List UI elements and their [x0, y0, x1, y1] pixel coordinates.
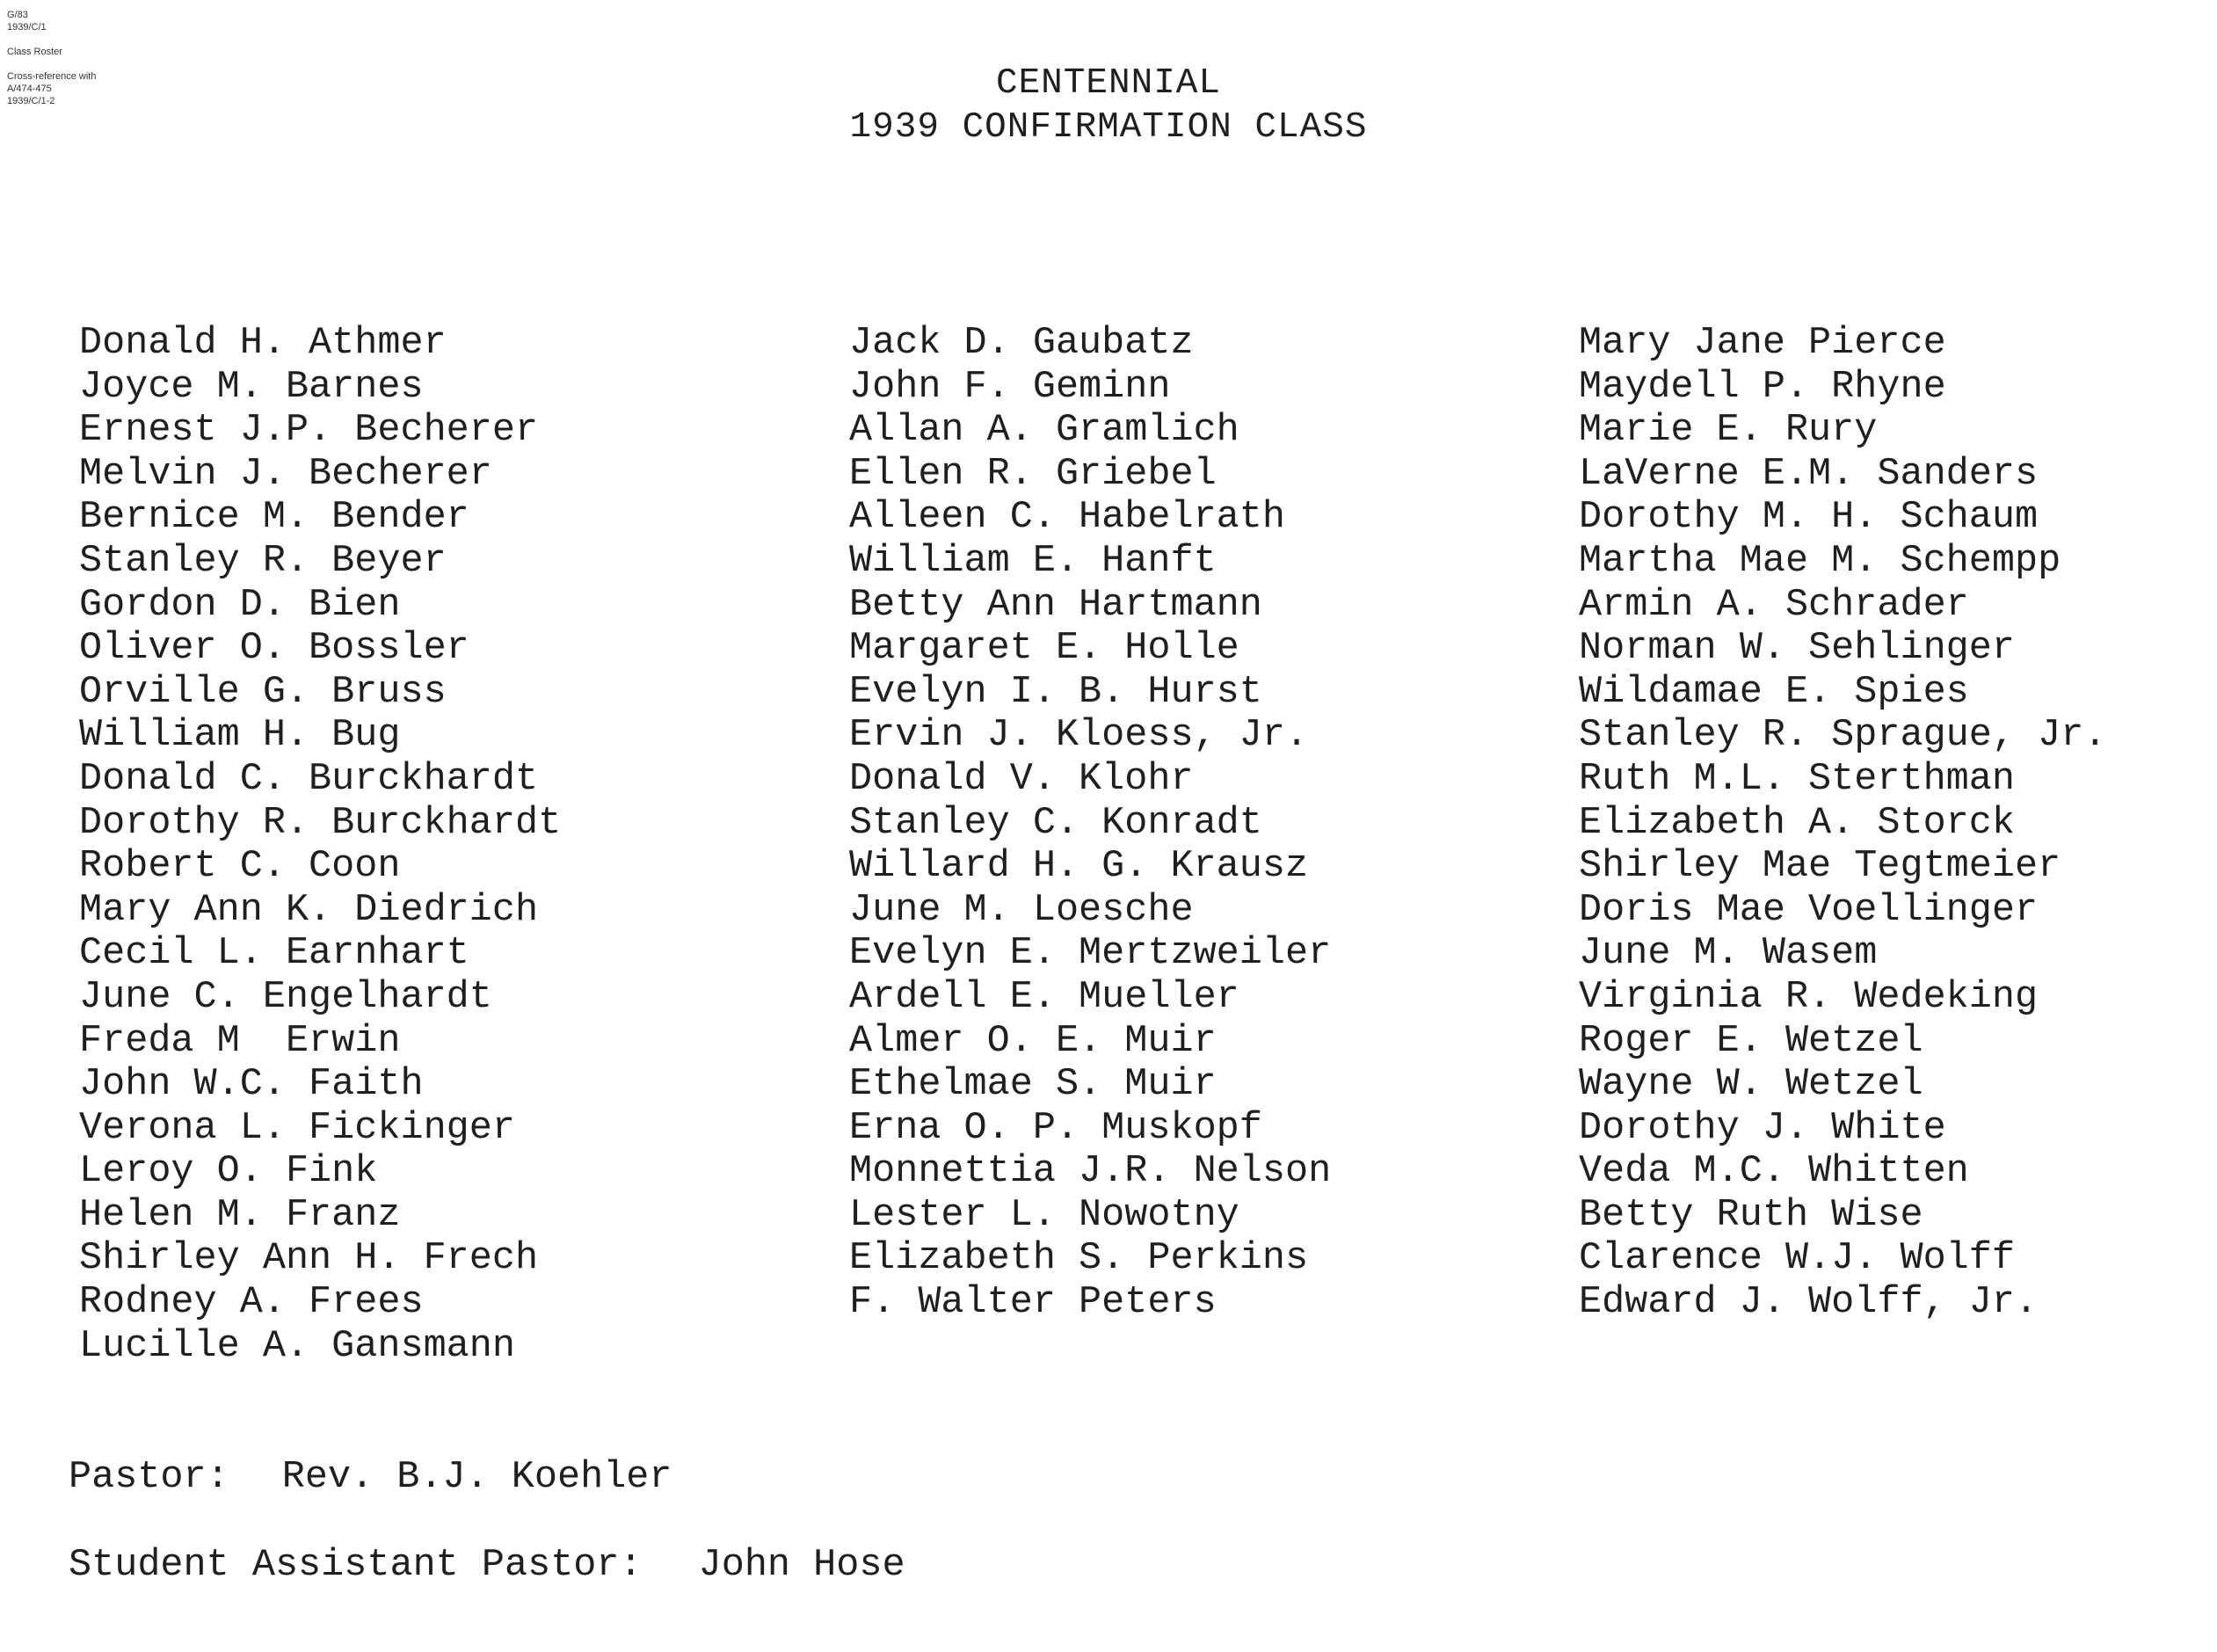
cross-ref-label: Cross-reference with — [7, 71, 97, 82]
roster-name: Elizabeth S. Perkins — [849, 1237, 1309, 1281]
roster-name: William H. Bug — [79, 714, 401, 758]
record-type: Class Roster — [7, 47, 62, 57]
roster-name: Virginia R. Wedeking — [1579, 975, 2039, 1019]
cross-ref-1: A/474-475 — [7, 84, 52, 94]
roster-name: Almer O. E. Muir — [849, 1019, 1217, 1063]
roster-name: Norman W. Sehlinger — [1579, 627, 2015, 671]
roster-name: Bernice M. Bender — [79, 496, 469, 540]
roster-name: Leroy O. Fink — [79, 1150, 378, 1194]
roster-name: Stanley R. Beyer — [79, 539, 447, 583]
roster-name: Stanley R. Sprague, Jr. — [1579, 714, 2107, 758]
roster-name: Evelyn I. B. Hurst — [849, 670, 1262, 714]
roster-name: Dorothy J. White — [1579, 1106, 1946, 1150]
roster-name: Oliver O. Bossler — [79, 627, 469, 671]
assistant-pastor-line — [69, 1544, 905, 1588]
pastor-name: Rev. B.J. Koehler — [281, 1456, 672, 1499]
roster-name: Ellen R. Griebel — [849, 452, 1217, 496]
roster-name: Shirley Mae Tegtmeier — [1579, 845, 2061, 889]
roster-name: Edward J. Wolff, Jr. — [1579, 1281, 2039, 1325]
roster-name: William E. Hanft — [849, 539, 1217, 583]
roster-name: Freda M Erwin — [79, 1019, 401, 1063]
roster-name: Stanley C. Konradt — [849, 801, 1262, 845]
assistant-label: Student Assistant Pastor: — [69, 1544, 643, 1587]
roster-name: Joyce M. Barnes — [79, 365, 424, 409]
roster-name: Erna O. P. Muskopf — [849, 1106, 1262, 1150]
ref-code: G/83 — [7, 10, 28, 20]
roster-name: Martha Mae M. Schempp — [1579, 539, 2061, 583]
roster-column-1 — [79, 322, 561, 1368]
roster-name: Robert C. Coon — [79, 845, 401, 889]
roster-name: Wayne W. Wetzel — [1579, 1063, 1923, 1107]
roster-name: Marie E. Rury — [1579, 409, 1878, 453]
roster-name: Margaret E. Holle — [849, 627, 1239, 671]
roster-name: Verona L. Fickinger — [79, 1106, 515, 1150]
roster-name: Evelyn E. Mertzweiler — [849, 932, 1332, 976]
roster-name: Clarence W.J. Wolff — [1579, 1237, 2015, 1281]
roster-name: Jack D. Gaubatz — [849, 322, 1194, 365]
roster-name: June C. Engelhardt — [79, 975, 492, 1019]
roster-name: Dorothy M. H. Schaum — [1579, 496, 2039, 540]
roster-name: Donald V. Klohr — [849, 757, 1194, 801]
roster-name: Ernest J.P. Becherer — [79, 409, 539, 453]
roster-name: Ervin J. Kloess, Jr. — [849, 714, 1309, 758]
roster-name: June M. Wasem — [1579, 932, 1878, 976]
roster-name: Doris Mae Voellinger — [1579, 888, 2039, 932]
roster-name: Veda M.C. Whitten — [1579, 1150, 1969, 1194]
roster-name: Alleen C. Habelrath — [849, 496, 1285, 540]
cross-ref-2: 1939/C/1-2 — [7, 96, 55, 106]
roster-name: June M. Loesche — [849, 888, 1194, 932]
roster-name: Mary Jane Pierce — [1579, 322, 1946, 365]
roster-name: Donald C. Burckhardt — [79, 757, 539, 801]
roster-name: John F. Geminn — [849, 365, 1171, 409]
roster-name: Lester L. Nowotny — [849, 1193, 1239, 1237]
roster-name: Melvin J. Becherer — [79, 452, 492, 496]
roster-name: Allan A. Gramlich — [849, 409, 1239, 453]
roster-column-3 — [1579, 322, 2106, 1325]
roster-name: Monnettia J.R. Nelson — [849, 1150, 1332, 1194]
roster-name: Lucille A. Gansmann — [79, 1324, 515, 1368]
roster-name: Betty Ruth Wise — [1579, 1193, 1923, 1237]
roster-name: Wildamae E. Spies — [1579, 670, 1969, 714]
roster-name: Willard H. G. Krausz — [849, 845, 1309, 889]
roster-name: Dorothy R. Burckhardt — [79, 801, 562, 845]
assistant-name: John Hose — [698, 1544, 905, 1587]
roster-name: Orville G. Bruss — [79, 670, 447, 714]
pastor-label: Pastor: — [69, 1456, 229, 1499]
roster-name: F. Walter Peters — [849, 1281, 1217, 1325]
roster-name: Maydell P. Rhyne — [1579, 365, 1946, 409]
roster-name: Donald H. Athmer — [79, 322, 447, 365]
spacer — [7, 33, 96, 46]
roster-name: Cecil L. Earnhart — [79, 932, 469, 976]
roster-column-2 — [849, 322, 1331, 1325]
roster-name: Ruth M.L. Sterthman — [1579, 757, 2015, 801]
roster-name: Gordon D. Bien — [79, 583, 401, 627]
roster-name: Rodney A. Frees — [79, 1281, 424, 1325]
roster-name: Betty Ann Hartmann — [849, 583, 1262, 627]
pastor-line — [69, 1456, 672, 1500]
title-line-2: 1939 CONFIRMATION CLASS — [849, 107, 1368, 148]
roster-name: Armin A. Schrader — [1579, 583, 1969, 627]
roster-name: Mary Ann K. Diedrich — [79, 888, 539, 932]
roster-name: Roger E. Wetzel — [1579, 1019, 1923, 1063]
roster-name: Ardell E. Mueller — [849, 975, 1239, 1019]
roster-name: Elizabeth A. Storck — [1579, 801, 2015, 845]
record-id: 1939/C/1 — [7, 22, 47, 33]
roster-name: Shirley Ann H. Frech — [79, 1237, 539, 1281]
roster-name: LaVerne E.M. Sanders — [1579, 452, 2039, 496]
title-line-1: CENTENNIAL — [995, 63, 1222, 104]
document-title — [0, 62, 2217, 149]
roster-name: John W.C. Faith — [79, 1063, 424, 1107]
roster-name: Helen M. Franz — [79, 1193, 401, 1237]
roster-name: Ethelmae S. Muir — [849, 1063, 1217, 1107]
